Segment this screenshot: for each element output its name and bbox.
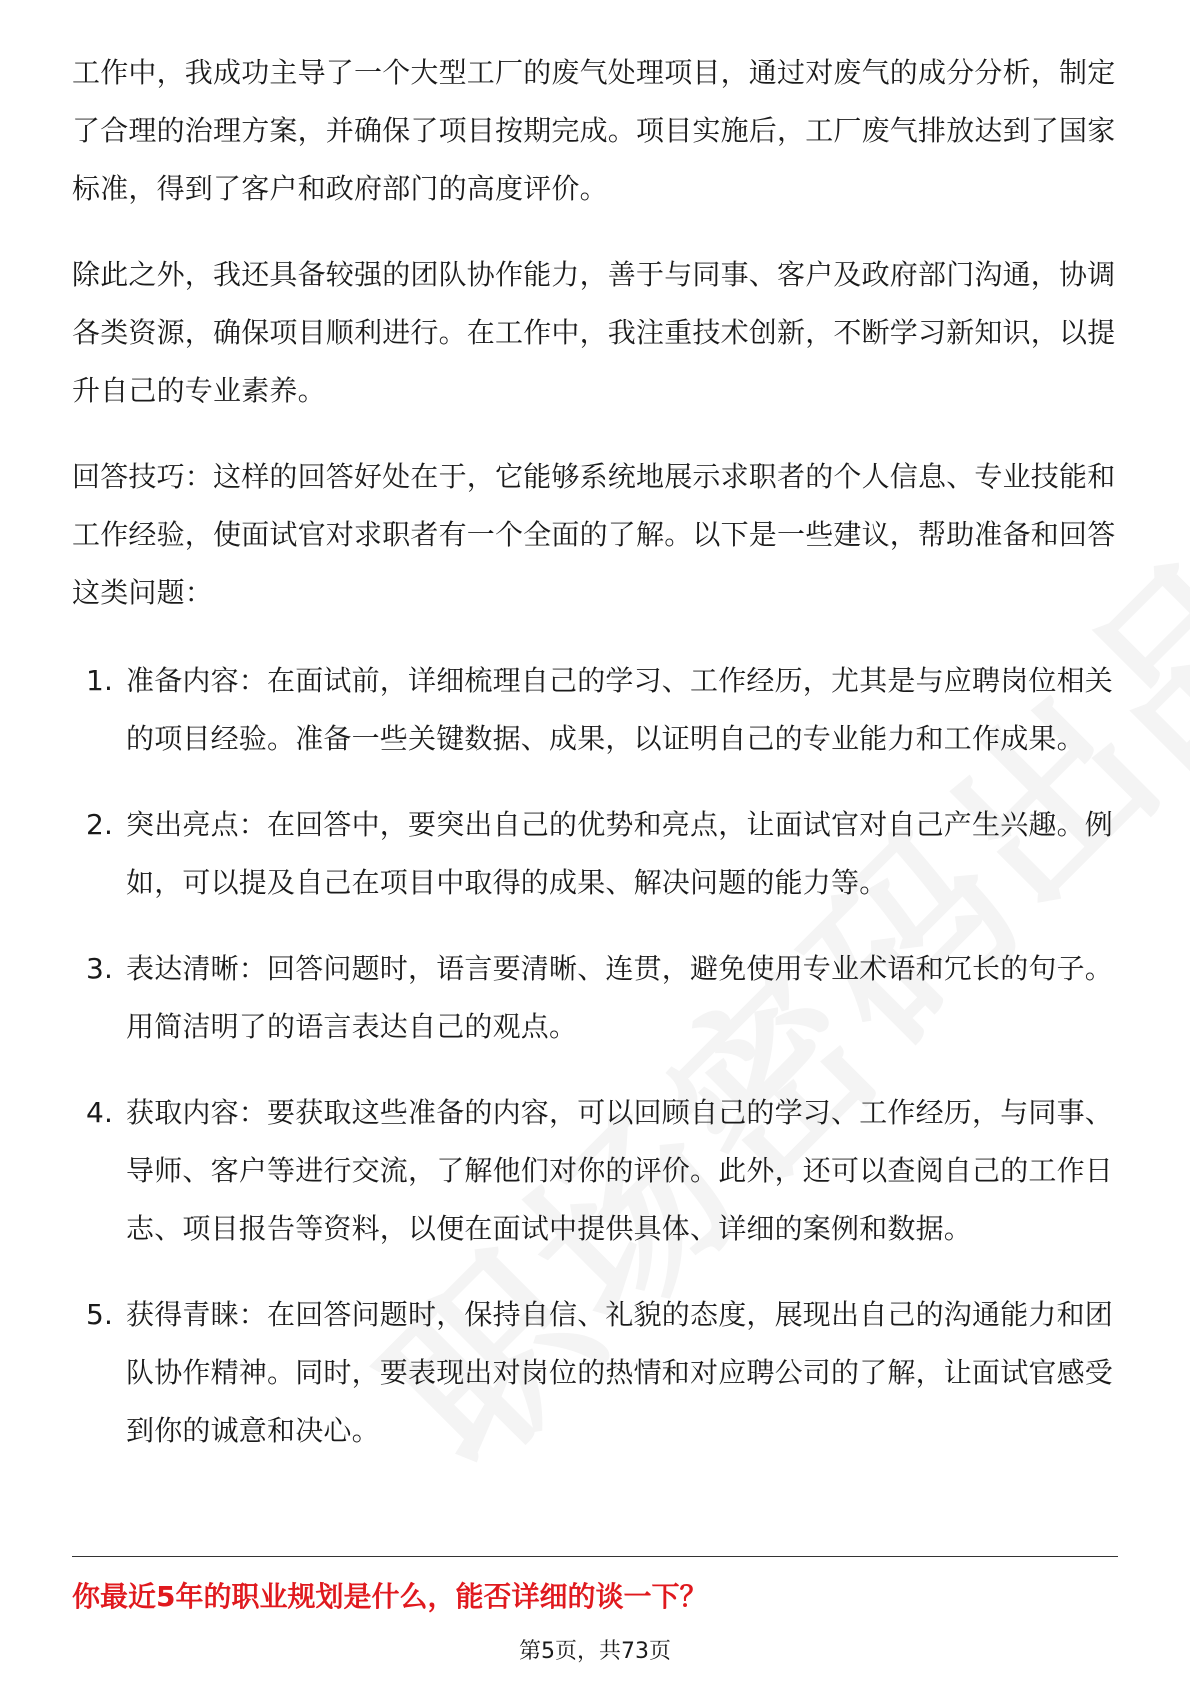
tips-list xyxy=(72,652,1118,1460)
paragraph: 工作中，我成功主导了一个大型工厂的废气处理项目，通过对废气的成分分析，制定了合理的治理方案，并确保了项目按期完成。项目实施后，工厂废气排放达到了国家标准，得到了客户和政府部门的高度评价。 xyxy=(72,56,1116,205)
answer-tip-intro: 回答技巧：这样的回答好处在于，它能够系统地展示求职者的个人信息、专业技能和工作经验，使面试官对求职者有一个全面的了解。以下是一些建议，帮助准备和回答这类问题： xyxy=(72,460,1116,609)
list-number: 4. xyxy=(86,1096,114,1129)
main-content xyxy=(72,44,1118,1488)
list-item-text: 突出亮点：在回答中，要突出自己的优势和亮点，让面试官对自己产生兴趣。例如，可以提及自己在项目中取得的成果、解决问题的能力等。 xyxy=(126,808,1114,899)
paragraph: 除此之外，我还具备较强的团队协作能力，善于与同事、客户及政府部门沟通，协调各类资源，确保项目顺利进行。在工作中，我注重技术创新，不断学习新知识，以提升自己的专业素养。 xyxy=(72,258,1116,407)
list-item-text: 获取内容：要获取这些准备的内容，可以回顾自己的学习、工作经历，与同事、导师、客户等进行交流，了解他们对你的评价。此外，还可以查阅自己的工作日志、项目报告等资料，以便在面试中提供具体、详细的案例和数据。 xyxy=(126,1096,1114,1245)
list-number: 1. xyxy=(86,664,114,697)
next-question-heading: 你最近5年的职业规划是什么，能否详细的谈一下？ xyxy=(72,1580,708,1613)
list-item-text: 准备内容：在面试前，详细梳理自己的学习、工作经历，尤其是与应聘岗位相关的项目经验。准备一些关键数据、成果，以证明自己的专业能力和工作成果。 xyxy=(126,664,1114,755)
list-item xyxy=(72,1286,1118,1460)
list-number: 2. xyxy=(86,808,114,841)
list-item-text: 获得青睐：在回答问题时，保持自信、礼貌的态度，展现出自己的沟通能力和团队协作精神。同时，要表现出对岗位的热情和对应聘公司的了解，让面试官感受到你的诚意和决心。 xyxy=(126,1298,1114,1447)
list-number: 3. xyxy=(86,952,114,985)
list-item xyxy=(72,796,1118,912)
list-number: 5. xyxy=(86,1298,114,1331)
section-divider xyxy=(72,1556,1118,1557)
list-item xyxy=(72,940,1118,1056)
list-item xyxy=(72,652,1118,768)
list-item-text: 表达清晰：回答问题时，语言要清晰、连贯，避免使用专业术语和冗长的句子。用简洁明了的语言表达自己的观点。 xyxy=(126,952,1114,1043)
list-item xyxy=(72,1084,1118,1258)
page-number: 第5页，共73页 xyxy=(519,1639,671,1664)
